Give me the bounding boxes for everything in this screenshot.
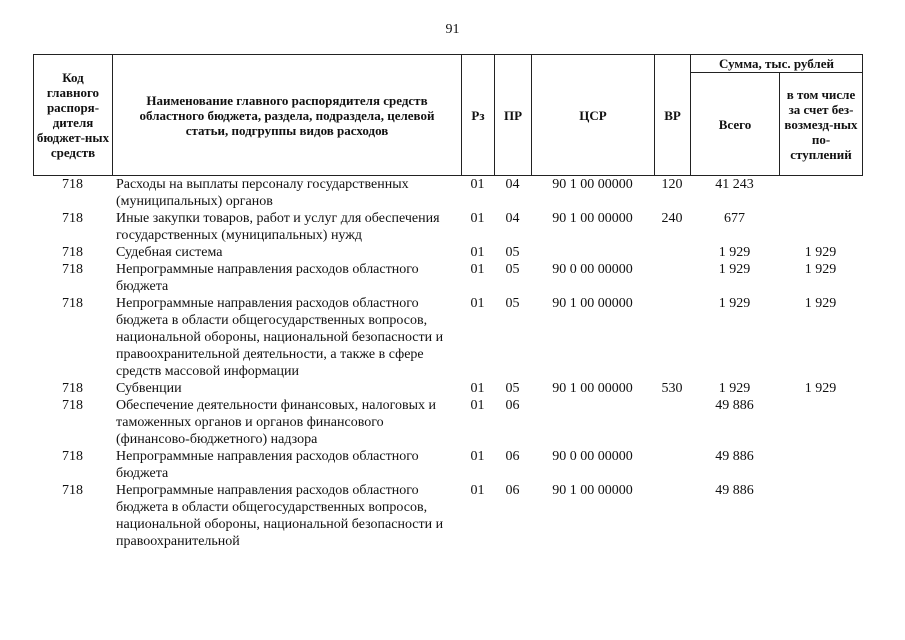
header-total: Всего — [691, 73, 780, 176]
cell-total: 1 929 — [718, 381, 751, 396]
cell-total: 49 886 — [715, 398, 754, 413]
table-row — [33, 397, 862, 448]
header-name: Наименование главного распорядителя средств областного бюджета, раздела, подраздела, целевой статьи, подгруппы видов расходов — [113, 55, 462, 176]
cell-total: 1 929 — [718, 262, 751, 277]
cell-total: 1 929 — [718, 245, 751, 260]
cell-code: 718 — [62, 483, 83, 498]
cell-pr: 05 — [505, 381, 520, 396]
header-csr: ЦСР — [532, 55, 655, 176]
cell-total: 1 929 — [718, 296, 751, 311]
cell-name: Непрограммные направления расходов областного бюджета — [116, 449, 419, 481]
cell-csr: 90 0 00 00000 — [552, 262, 633, 277]
cell-total: 677 — [724, 211, 745, 226]
cell-csr: 90 1 00 00000 — [552, 296, 633, 311]
cell-csr — [531, 397, 654, 448]
cell-grants — [779, 210, 862, 244]
cell-csr: 90 1 00 00000 — [552, 211, 633, 226]
cell-vr — [654, 482, 690, 550]
cell-vr — [654, 295, 690, 380]
cell-rz: 01 — [470, 381, 485, 396]
cell-pr: 06 — [505, 483, 520, 498]
cell-csr: 90 1 00 00000 — [552, 381, 633, 396]
cell-pr: 06 — [505, 398, 520, 413]
header-rz: Рз — [462, 55, 495, 176]
cell-vr — [654, 397, 690, 448]
cell-grants — [779, 482, 862, 550]
cell-rz: 01 — [470, 483, 485, 498]
table-row — [33, 244, 862, 261]
cell-vr — [654, 448, 690, 482]
cell-vr — [654, 244, 690, 261]
cell-csr: 90 1 00 00000 — [552, 483, 633, 498]
cell-name: Непрограммные направления расходов областного бюджета — [116, 262, 419, 294]
table-row — [33, 176, 862, 210]
cell-csr — [531, 244, 654, 261]
cell-grants: 1 929 — [804, 245, 837, 260]
cell-code: 718 — [62, 381, 83, 396]
cell-code: 718 — [62, 398, 83, 413]
cell-pr: 04 — [505, 177, 520, 192]
cell-pr: 06 — [505, 449, 520, 464]
cell-grants — [779, 176, 862, 210]
table-row — [33, 448, 862, 482]
cell-name: Непрограммные направления расходов областного бюджета в области общегосударственных вопросов, национальной обороны, национальной безопасности и правоохранительной деятельности, а также в сфере средств массовой информации — [116, 296, 444, 379]
cell-vr: 530 — [661, 381, 683, 396]
cell-name: Непрограммные направления расходов областного бюджета в области общегосударственных вопросов, национальной обороны, национальной безопасности и правоохранительной — [116, 483, 444, 549]
cell-rz: 01 — [470, 449, 485, 464]
cell-grants: 1 929 — [804, 381, 837, 396]
cell-pr: 05 — [505, 245, 520, 260]
header-sum: Сумма, тыс. рублей — [691, 55, 863, 73]
table-row — [33, 261, 862, 295]
cell-grants: 1 929 — [804, 262, 837, 277]
cell-rz: 01 — [470, 177, 485, 192]
table-header — [33, 54, 863, 176]
table-body — [33, 176, 862, 550]
cell-vr: 120 — [661, 177, 683, 192]
page-number: 91 — [445, 22, 460, 37]
cell-csr: 90 0 00 00000 — [552, 449, 633, 464]
header-pr: ПР — [495, 55, 532, 176]
table-row — [33, 210, 862, 244]
cell-grants — [779, 448, 862, 482]
cell-code: 718 — [62, 296, 83, 311]
cell-csr: 90 1 00 00000 — [552, 177, 633, 192]
cell-code: 718 — [62, 245, 83, 260]
cell-code: 718 — [62, 211, 83, 226]
cell-pr: 05 — [505, 262, 520, 277]
cell-grants: 1 929 — [804, 296, 837, 311]
cell-rz: 01 — [470, 262, 485, 277]
cell-pr: 05 — [505, 296, 520, 311]
cell-total: 41 243 — [715, 177, 754, 192]
cell-name: Иные закупки товаров, работ и услуг для обеспечения государственных (муниципальных) нужд — [116, 211, 440, 243]
header-vr: ВР — [655, 55, 691, 176]
table-row — [33, 295, 862, 380]
cell-rz: 01 — [470, 296, 485, 311]
header-grants: в том числе за счет без-возмезд-ных по-ступлений — [780, 73, 863, 176]
table-row — [33, 482, 862, 550]
cell-pr: 04 — [505, 211, 520, 226]
cell-code: 718 — [62, 449, 83, 464]
cell-total: 49 886 — [715, 483, 754, 498]
cell-name: Субвенции — [116, 381, 182, 396]
cell-rz: 01 — [470, 245, 485, 260]
cell-vr — [654, 261, 690, 295]
cell-rz: 01 — [470, 398, 485, 413]
cell-vr: 240 — [661, 211, 683, 226]
table-row — [33, 380, 862, 397]
cell-name: Расходы на выплаты персоналу государственных (муниципальных) органов — [116, 177, 409, 209]
cell-total: 49 886 — [715, 449, 754, 464]
cell-grants — [779, 397, 862, 448]
cell-rz: 01 — [470, 211, 485, 226]
cell-name: Обеспечение деятельности финансовых, налоговых и таможенных органов и органов финансового (финансово-бюджетного) надзора — [116, 398, 436, 447]
header-code: Код главного распоря-дителя бюджет-ных средств — [34, 55, 113, 176]
cell-name: Судебная система — [116, 245, 223, 260]
cell-code: 718 — [62, 262, 83, 277]
cell-code: 718 — [62, 177, 83, 192]
